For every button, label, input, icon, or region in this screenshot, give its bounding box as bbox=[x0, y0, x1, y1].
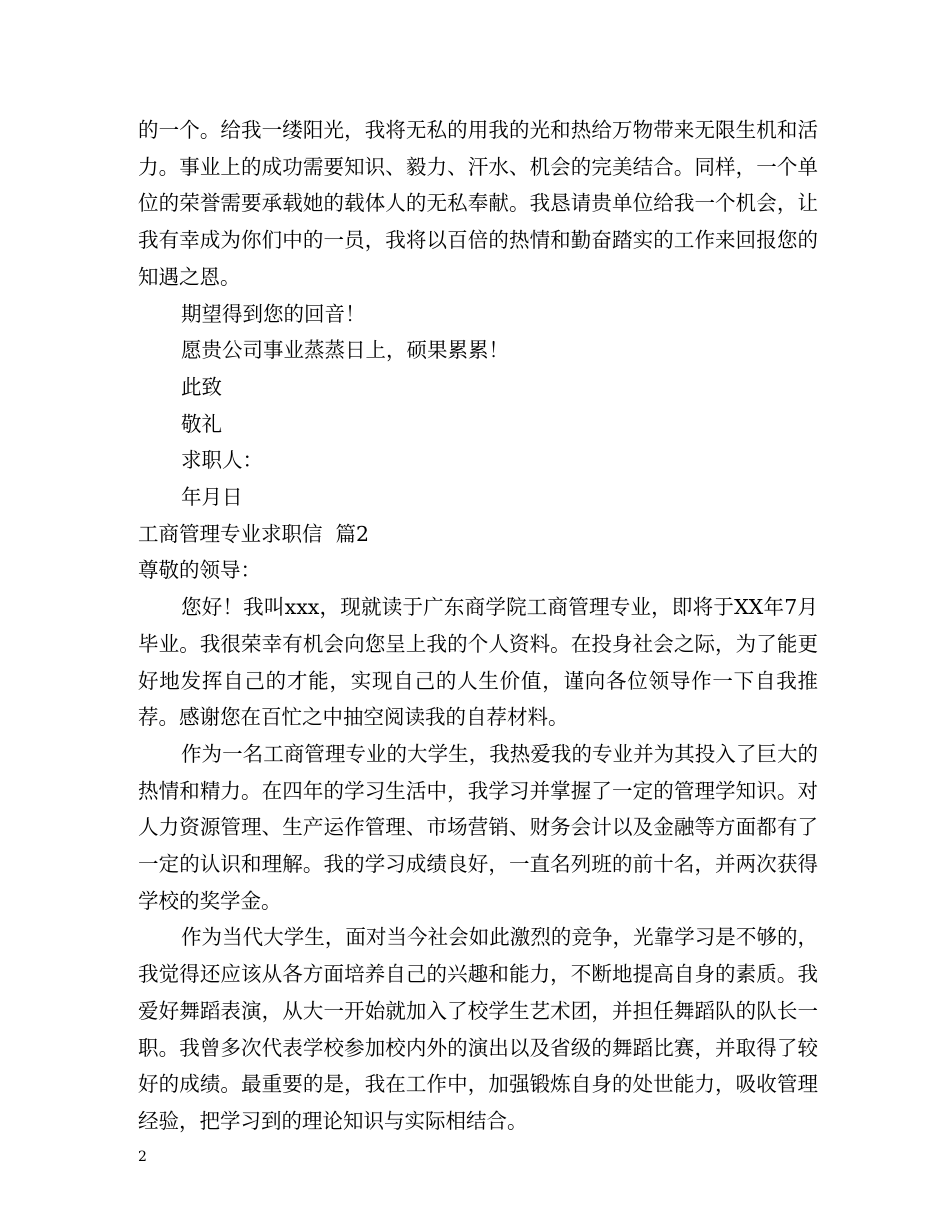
date-line: 年月日 bbox=[181, 485, 243, 510]
section-title: 工商管理专业求职信 篇2 bbox=[138, 521, 370, 546]
applicant-label: 求职人： bbox=[181, 448, 263, 473]
paragraph-introduction: 您好！我叫xxx，现就读于广东商学院工商管理专业，即将于XX年7月毕业。我很荣幸有机会向您呈上我的个人资料。在投身社会之际，为了能更好地发挥自己的才能，实现自己的人生价值，谨向各位领导作一下自我推荐。感谢您在百忙之中抽空阅读我的自荐材料。 bbox=[138, 595, 818, 730]
greeting: 尊敬的领导： bbox=[138, 558, 261, 583]
paragraph-studies: 作为一名工商管理专业的大学生，我热爱我的专业并为其投入了巨大的热情和精力。在四年的学习生活中，我学习并掌握了一定的管理学知识。对人力资源管理、生产运作管理、市场营销、财务会计以及金融等方面都有了一定的认识和理解。我的学习成绩良好，一直名列班的前十名，并两次获得学校的奖学金。 bbox=[138, 741, 818, 913]
paragraph-activities: 作为当代大学生，面对当今社会如此激烈的竞争，光靠学习是不够的，我觉得还应该从各方面培养自己的兴趣和能力，不断地提高自身的素质。我爱好舞蹈表演，从大一开始就加入了校学生艺术团，并担任舞蹈队的队长一职。我曾多次代表学校参加校内外的演出以及省级的舞蹈比赛，并取得了较好的成绩。最重要的是，我在工作中，加强锻炼自身的处世能力，吸收管理经验，把学习到的理论知识与实际相结合。 bbox=[138, 925, 818, 1133]
paragraph-closing-wish: 愿贵公司事业蒸蒸日上，硕果累累！ bbox=[181, 338, 509, 363]
paragraph-closing-hope: 期望得到您的回音！ bbox=[181, 301, 366, 326]
salutation-zhi: 此致 bbox=[181, 374, 222, 399]
paragraph-continuation: 的一个。给我一缕阳光，我将无私的用我的光和热给万物带来无限生机和活力。事业上的成功需要知识、毅力、汗水、机会的完美结合。同样，一个单位的荣誉需要承载她的载体人的无私奉献。我恳请贵单位给我一个机会，让我有幸成为你们中的一员，我将以百倍的热情和勤奋踏实的工作来回报您的知遇之恩。 bbox=[138, 118, 818, 289]
salutation-li: 敬礼 bbox=[181, 411, 222, 436]
document-body bbox=[138, 112, 818, 1140]
page-number: 2 bbox=[138, 1149, 147, 1165]
